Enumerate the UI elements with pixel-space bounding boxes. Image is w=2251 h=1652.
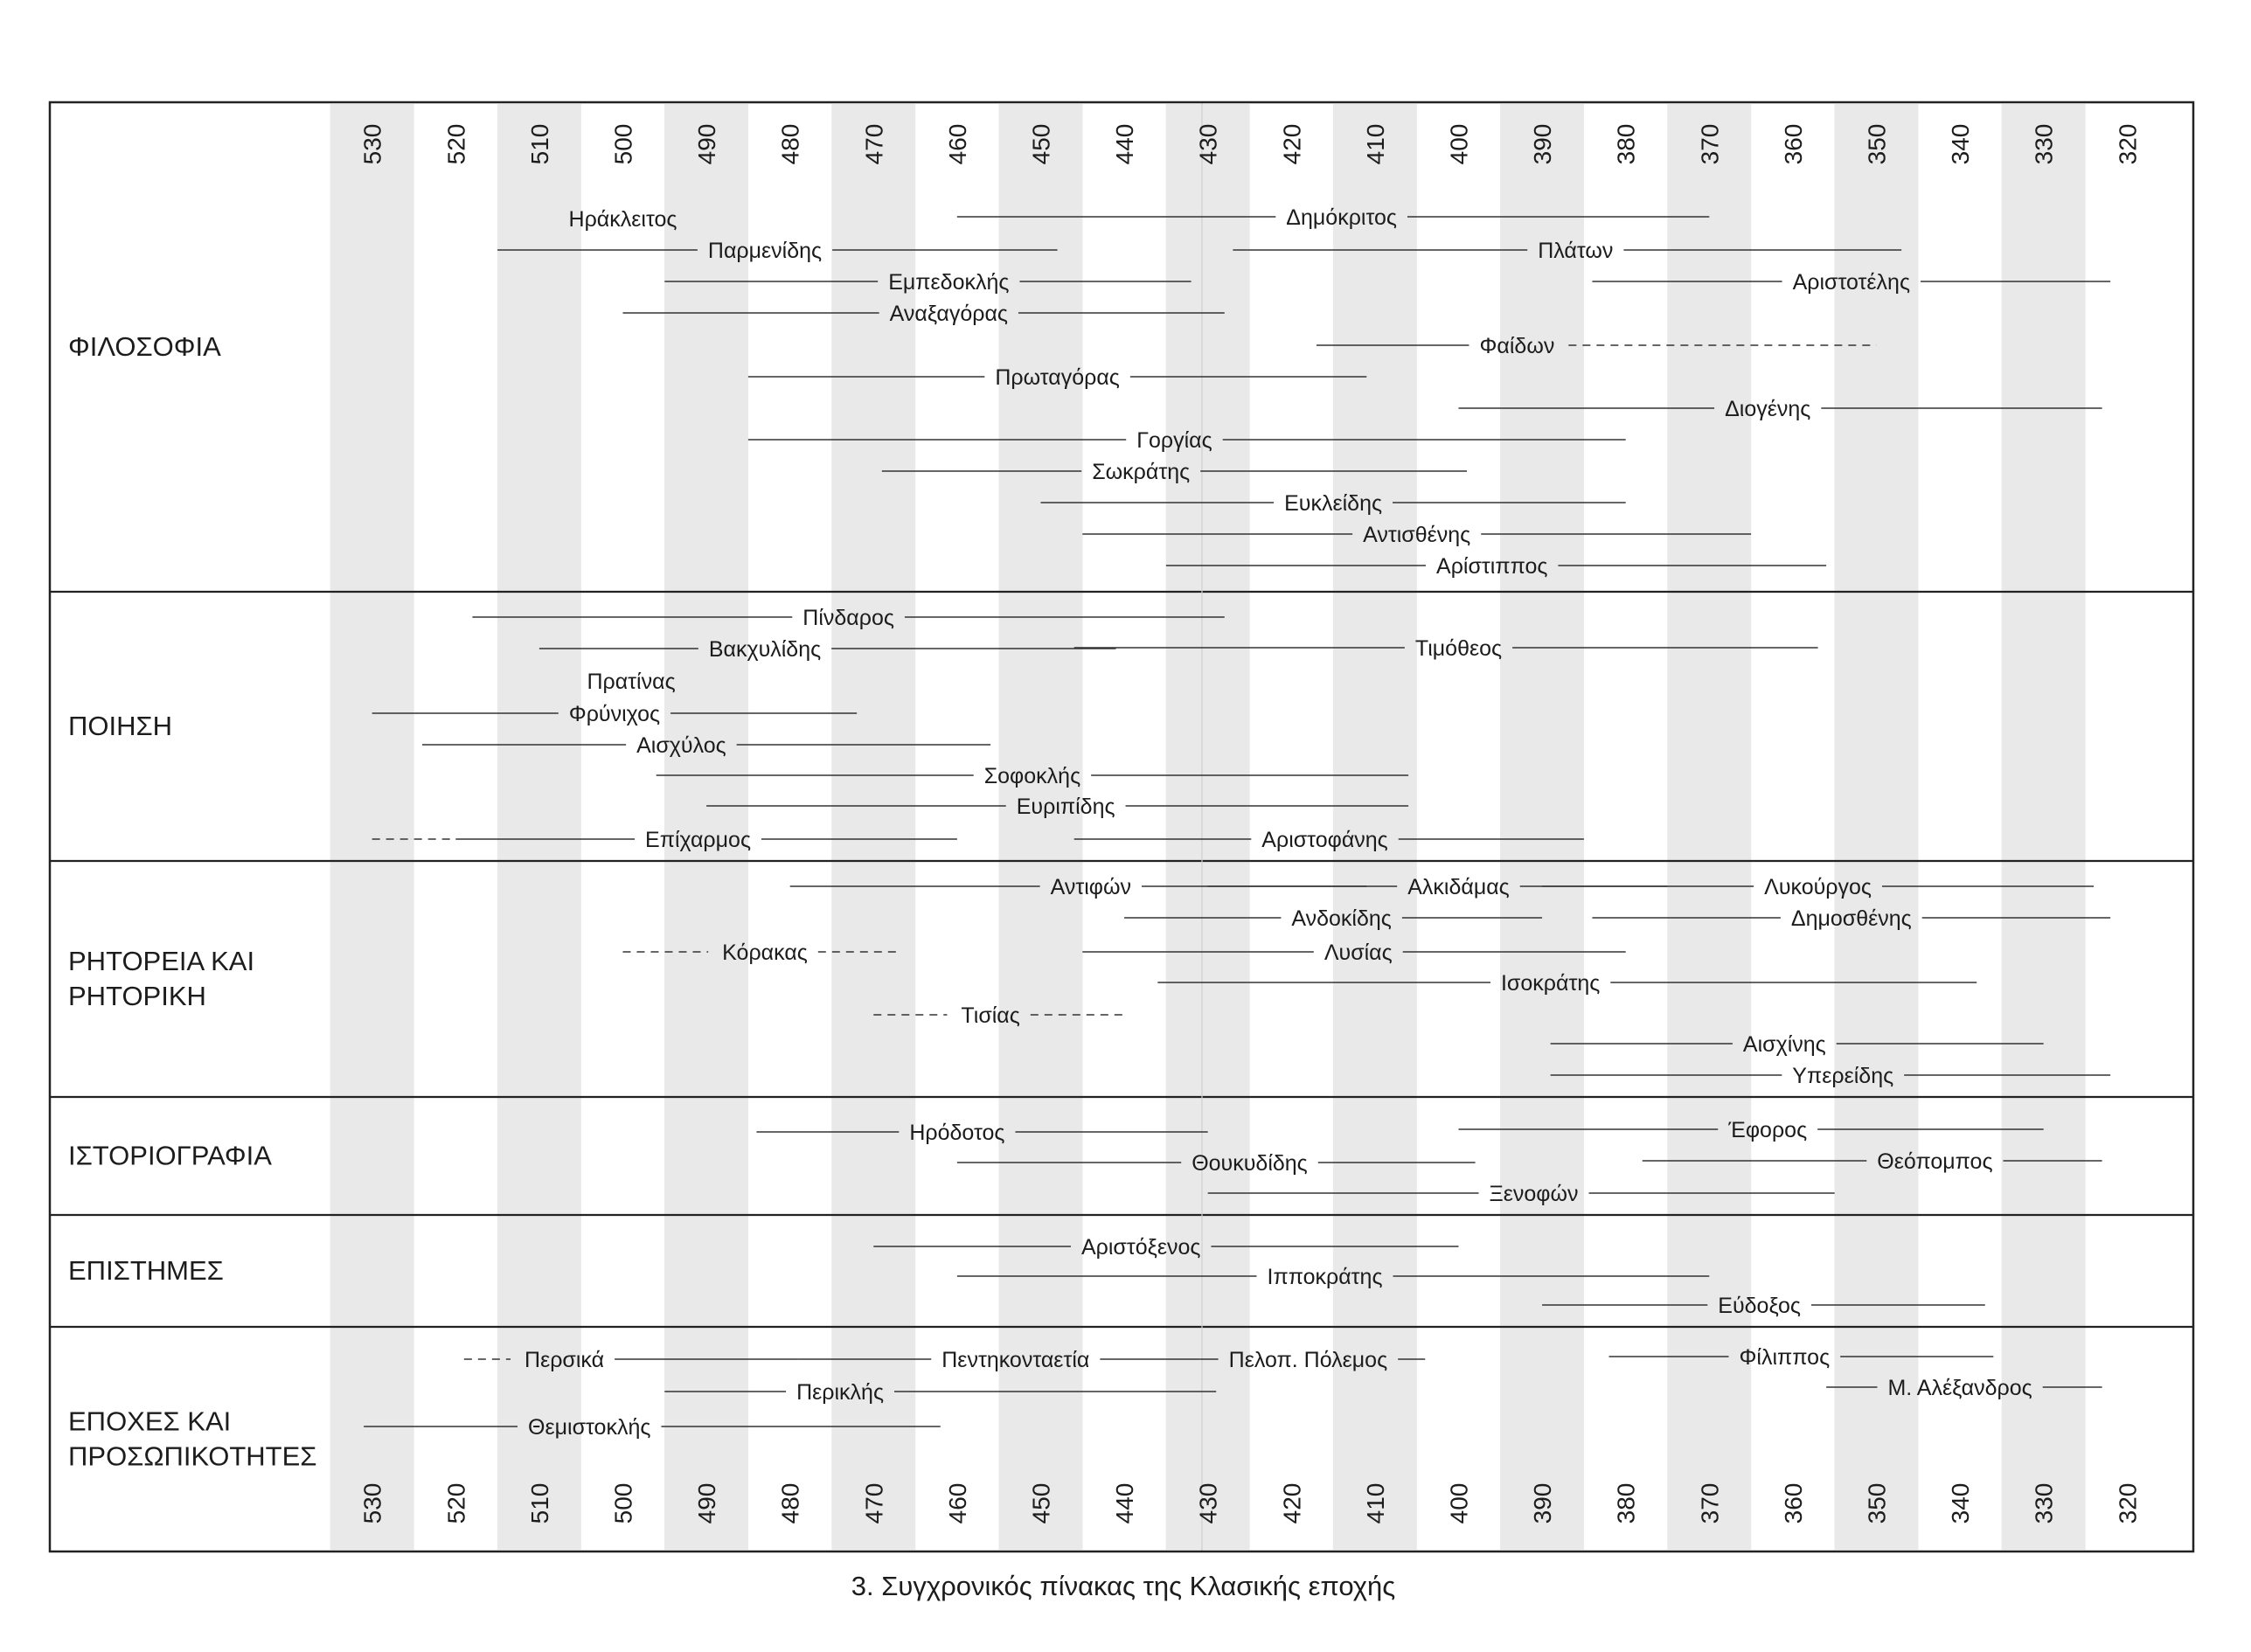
entry bbox=[1551, 1032, 2044, 1057]
shaded-column-510 bbox=[497, 104, 581, 1550]
entry-name: Πρατίνας bbox=[587, 670, 676, 694]
tick-label-340: 340 bbox=[1947, 1482, 1975, 1524]
tick-label-470: 470 bbox=[860, 1482, 888, 1524]
entry bbox=[706, 795, 1408, 819]
entry-name: Εύδοξος bbox=[1718, 1294, 1801, 1318]
tick-label-400: 400 bbox=[1445, 123, 1473, 165]
entry bbox=[587, 670, 675, 694]
entry-name: Αντιφών bbox=[1050, 875, 1132, 899]
tick-label-370: 370 bbox=[1696, 1482, 1724, 1524]
x-axis-top bbox=[359, 124, 2142, 165]
category-label: ΕΠΙΣΤΗΜΕΣ bbox=[68, 1255, 224, 1286]
entry-name: Εμπεδοκλής bbox=[888, 270, 1010, 295]
tick-label-370: 370 bbox=[1696, 123, 1724, 165]
tick-label-430: 430 bbox=[1194, 123, 1222, 165]
entry-name: Ξενοφών bbox=[1489, 1182, 1579, 1206]
tick-label-520: 520 bbox=[442, 1482, 470, 1524]
tick-label-450: 450 bbox=[1027, 123, 1055, 165]
tick-label-490: 490 bbox=[693, 1482, 721, 1524]
entry-name: Υπερείδης bbox=[1792, 1064, 1894, 1088]
tick-label-390: 390 bbox=[1529, 123, 1557, 165]
entry bbox=[497, 239, 1058, 263]
entry-name: Θεμιστοκλής bbox=[528, 1415, 651, 1440]
entry-name: Αισχύλος bbox=[636, 733, 726, 758]
category-label: ΡΗΤΟΡΙΚΗ bbox=[68, 981, 206, 1011]
category-label: ΙΣΤΟΡΙΟΓΡΑΦΙΑ bbox=[68, 1140, 272, 1171]
entry-name: Αναξαγόρας bbox=[889, 302, 1008, 326]
tick-label-440: 440 bbox=[1111, 123, 1139, 165]
tick-label-490: 490 bbox=[693, 123, 721, 165]
entry-name: Μ. Αλέξανδρος bbox=[1887, 1376, 2032, 1400]
entry-name: Φαίδων bbox=[1479, 334, 1555, 358]
tick-label-480: 480 bbox=[776, 123, 804, 165]
tick-label-460: 460 bbox=[943, 1482, 971, 1524]
entry-name: Αντισθένης bbox=[1363, 523, 1471, 547]
tick-label-320: 320 bbox=[2114, 123, 2142, 165]
entry-name: Κόρακας bbox=[722, 941, 808, 965]
entry-name: Ηράκλειτος bbox=[568, 207, 677, 232]
entry-name: Ανδοκίδης bbox=[1291, 906, 1392, 931]
entry-name: Τισίας bbox=[961, 1003, 1020, 1028]
entry-name: Θουκυδίδης bbox=[1192, 1151, 1308, 1176]
entry-name: Τιμόθεος bbox=[1414, 636, 1503, 661]
entry bbox=[756, 1121, 1207, 1145]
entry bbox=[1609, 1345, 1994, 1370]
entry-name: Βακχυλίδης bbox=[708, 637, 822, 662]
tick-label-500: 500 bbox=[609, 1482, 637, 1524]
tick-label-350: 350 bbox=[1863, 1482, 1891, 1524]
tick-label-450: 450 bbox=[1027, 1482, 1055, 1524]
entry-name: Αισχίνης bbox=[1742, 1032, 1826, 1057]
tick-label-530: 530 bbox=[358, 1482, 386, 1524]
entry bbox=[1208, 875, 1668, 899]
entry-name: Πλάτων bbox=[1538, 239, 1614, 263]
tick-label-520: 520 bbox=[442, 123, 470, 165]
entry-name: Πελοπ. Πόλεμος bbox=[1228, 1348, 1388, 1372]
entry-name: Έφορος bbox=[1728, 1118, 1808, 1142]
entry-name: Αριστοτέλης bbox=[1792, 270, 1911, 295]
tick-label-340: 340 bbox=[1947, 123, 1975, 165]
tick-label-390: 390 bbox=[1529, 1482, 1557, 1524]
x-axis-bottom bbox=[359, 1483, 2142, 1524]
tick-label-380: 380 bbox=[1612, 1482, 1640, 1524]
tick-label-410: 410 bbox=[1361, 123, 1389, 165]
tick-label-380: 380 bbox=[1612, 123, 1640, 165]
tick-label-530: 530 bbox=[358, 123, 386, 165]
tick-label-500: 500 bbox=[609, 123, 637, 165]
tick-label-420: 420 bbox=[1278, 123, 1306, 165]
entry-name: Πεντηκονταετία bbox=[941, 1348, 1090, 1372]
entry-name: Διογένης bbox=[1725, 397, 1811, 421]
entry bbox=[372, 702, 857, 726]
entry-name: Ηρόδοτος bbox=[909, 1121, 1005, 1145]
category-label: ΕΠΟΧΕΣ ΚΑΙ bbox=[68, 1406, 232, 1437]
category-label: ΡΗΤΟΡΕΙΑ ΚΑΙ bbox=[68, 946, 255, 976]
entry-name: Θεόπομπος bbox=[1877, 1149, 1993, 1174]
tick-label-330: 330 bbox=[2030, 1482, 2058, 1524]
tick-label-440: 440 bbox=[1111, 1482, 1139, 1524]
tick-label-330: 330 bbox=[2030, 123, 2058, 165]
tick-label-460: 460 bbox=[943, 123, 971, 165]
shaded-column-330 bbox=[2002, 104, 2086, 1550]
shaded-column-430 bbox=[1166, 104, 1250, 1550]
entry-name: Φρύνιχος bbox=[568, 702, 661, 726]
entry-name: Δημόκριτος bbox=[1286, 205, 1397, 230]
category-label: ΠΡΟΣΩΠΙΚΟΤΗΤΕΣ bbox=[68, 1440, 317, 1472]
entry-name: Φίλιππος bbox=[1739, 1345, 1831, 1370]
entry-name: Αλκιδάμας bbox=[1407, 875, 1510, 899]
entry bbox=[472, 606, 1224, 630]
figure-caption: 3. Συγχρονικός πίνακας της Κλασικής εποχής bbox=[851, 1571, 1396, 1601]
tick-label-420: 420 bbox=[1278, 1482, 1306, 1524]
shaded-column-390 bbox=[1500, 104, 1584, 1550]
entry-name: Γοργίας bbox=[1136, 428, 1212, 453]
entry-name: Περσικά bbox=[525, 1348, 605, 1372]
shaded-column-490 bbox=[664, 104, 748, 1550]
entry-name: Λυσίας bbox=[1324, 941, 1393, 965]
entry-name: Σωκράτης bbox=[1092, 460, 1191, 484]
entry-name: Πίνδαρος bbox=[802, 606, 894, 630]
decade-shading bbox=[330, 104, 2086, 1550]
entry-name: Αριστοφάνης bbox=[1261, 828, 1388, 852]
entry bbox=[1542, 1294, 1985, 1318]
category-label: ΦΙΛΟΣΟΦΙΑ bbox=[68, 331, 221, 362]
entry-name: Ευριπίδης bbox=[1016, 795, 1115, 819]
shaded-column-350 bbox=[1834, 104, 1918, 1550]
entry-name: Ευκλείδης bbox=[1284, 491, 1383, 516]
entry-name: Δημοσθένης bbox=[1790, 906, 1912, 931]
tick-label-410: 410 bbox=[1361, 1482, 1389, 1524]
tick-label-360: 360 bbox=[1779, 1482, 1807, 1524]
tick-label-430: 430 bbox=[1194, 1482, 1222, 1524]
entry-name: Περικλής bbox=[796, 1380, 885, 1405]
tick-label-470: 470 bbox=[860, 123, 888, 165]
entry-name: Αριστόξενος bbox=[1080, 1235, 1201, 1260]
entry-name: Ισοκράτης bbox=[1500, 971, 1601, 996]
category-labels bbox=[68, 331, 316, 1472]
entry-name: Σοφοκλής bbox=[983, 764, 1081, 788]
shaded-column-410 bbox=[1333, 104, 1417, 1550]
tick-label-320: 320 bbox=[2114, 1482, 2142, 1524]
tick-label-400: 400 bbox=[1445, 1482, 1473, 1524]
tick-label-510: 510 bbox=[525, 123, 553, 165]
entry-name: Επίχαρμος bbox=[645, 828, 752, 852]
tick-label-480: 480 bbox=[776, 1482, 804, 1524]
entry-name: Πρωταγόρας bbox=[995, 365, 1120, 390]
entry-name: Αρίστιππος bbox=[1436, 554, 1548, 579]
category-label: ΠΟΙΗΣΗ bbox=[68, 711, 173, 741]
tick-label-360: 360 bbox=[1779, 123, 1807, 165]
shaded-column-450 bbox=[998, 104, 1082, 1550]
tick-label-350: 350 bbox=[1863, 123, 1891, 165]
entry-name: Λυκούργος bbox=[1764, 875, 1872, 899]
shaded-column-530 bbox=[330, 104, 414, 1550]
tick-label-510: 510 bbox=[525, 1482, 553, 1524]
shaded-column-370 bbox=[1667, 104, 1751, 1550]
entry bbox=[569, 207, 677, 232]
entry bbox=[657, 764, 1408, 788]
entry-name: Ιπποκράτης bbox=[1267, 1265, 1383, 1289]
entry-name: Παρμενίδης bbox=[707, 239, 823, 263]
